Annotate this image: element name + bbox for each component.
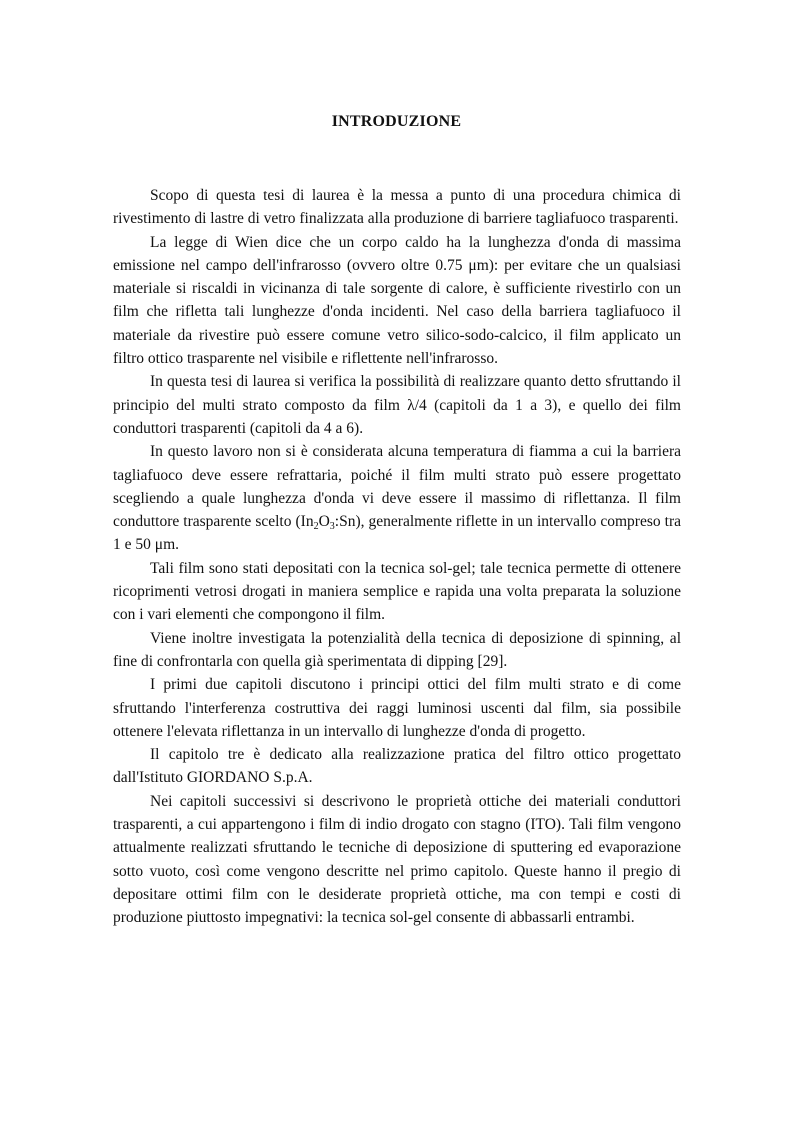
page-title: INTRODUZIONE (331, 113, 462, 130)
paragraph-1: Scopo di questa tesi di laurea è la messa a punto di una procedura chimica di rivestimento di lastre di vetro finalizzata alla produzione di barriere tagliafuoco trasparenti. (113, 187, 681, 228)
body-text (113, 184, 681, 930)
paragraph-9: Nei capitoli successivi si descrivono le proprietà ottiche dei materiali conduttori trasparenti, a cui appartengono i film di indio drogato con stagno (ITO). Tali film vengono attualmente realizzati sfruttando le tecniche di deposizione di sputtering ed evaporazione sotto vuoto, così come vengono descritte nel primo capitolo. Queste hanno il pregio di depositare ottimi film con le desiderate proprietà ottiche, ma con tempi e costi di produzione piuttosto impegnativi: la tecnica sol-gel consente di abbassarli entrambi. (113, 792, 681, 927)
paragraph-7: I primi due capitoli discutono i principi ottici del film multi strato e di come sfruttando l'interferenza costruttiva dei raggi luminosi uscenti dal film, sia possibile ottenere l'elevata riflettanza in un intervallo di lunghezze d'onda di progetto. (113, 676, 681, 740)
paragraph-2: La legge di Wien dice che un corpo caldo ha la lunghezza d'onda di massima emissione nel campo dell'infrarosso (ovvero oltre 0.75 μm): per evitare che un qualsiasi materiale si riscaldi in vicinanza di tale sorgente di calore, è sufficiente rivestirlo con un film che rifletta tali lunghezze d'onda incidenti. Nel caso della barriera tagliafuoco il materiale da rivestire può essere comune vetro silico-sodo-calcico, il film applicato un filtro ottico trasparente nel visibile e riflettente nell'infrarosso. (113, 233, 681, 368)
paragraph-8: Il capitolo tre è dedicato alla realizzazione pratica del filtro ottico progettato dall'Istituto GIORDANO S.p.A. (113, 746, 681, 787)
subscript-3: 3 (329, 521, 335, 533)
paragraph-4: In questo lavoro non si è considerata alcuna temperatura di fiamma a cui la barriera tagliafuoco deve essere refrattaria, poiché il film multi strato può essere progettato scegliendo a quale lunghezza d'onda vi deve essere il massimo di riflettanza. Il film conduttore trasparente scelto $(In_2O_3:Sn)$, generalmente riflette in un intervallo compreso tra 1 e 50 μm. (113, 443, 682, 554)
paragraph-3: In questa tesi di laurea si verifica la possibilità di realizzare quanto detto sfruttando il principio del multi strato composto da film λ/4 (capitoli da 1 a 3), e quello dei film conduttori trasparenti (capitoli da 4 a 6). (113, 373, 681, 437)
subscript-2: 2 (313, 521, 319, 533)
paragraph-5: Tali film sono stati depositati con la tecnica sol-gel; tale tecnica permette di ottenere ricoprimenti vetrosi drogati in maniera semplice e rapida una volta preparata la soluzione con i vari elementi che compongono il film. (113, 559, 681, 624)
paragraph-6: Viene inoltre investigata la potenzialità della tecnica di deposizione di spinning, al fine di confrontarla con quella già sperimentata di dipping [29]. (113, 629, 681, 670)
